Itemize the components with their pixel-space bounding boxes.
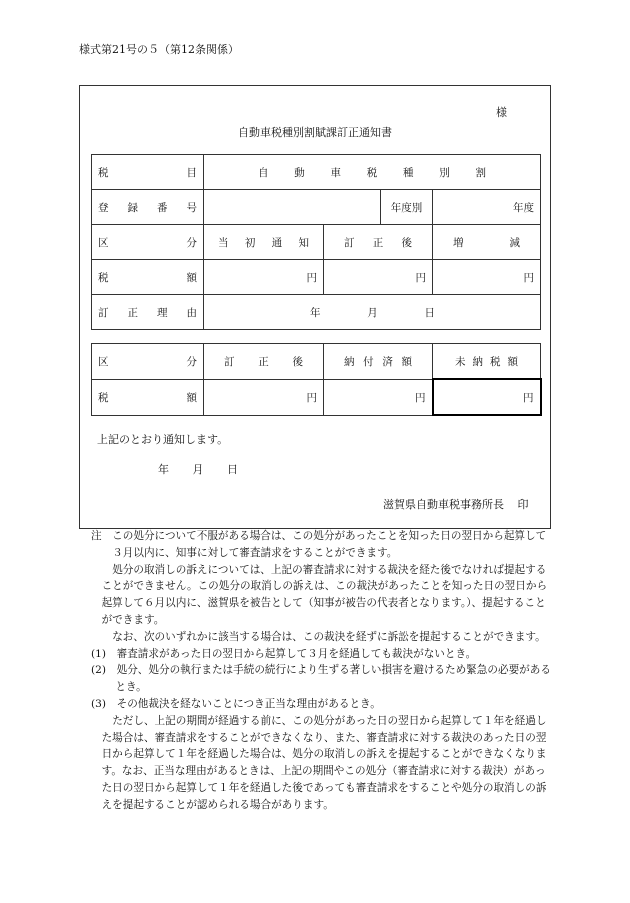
addressee-suffix: 様	[496, 106, 507, 119]
date-month-unit: 月	[367, 306, 378, 319]
notice-year-unit: 年	[158, 463, 169, 476]
correction-reason-label: 訂正理由	[92, 295, 204, 330]
note-paragraph: なお、次のいずれかに該当する場合は、この裁決を経ずに訴訟を提起することができます。	[112, 630, 546, 643]
tax-item-value: 自動車税種別割	[204, 155, 541, 190]
payment-table	[91, 343, 542, 416]
category-label: 区分	[92, 225, 204, 260]
corrected-header: 訂正後	[324, 225, 433, 260]
seal-mark: 印	[517, 498, 529, 511]
corrected-header: 訂正後	[204, 344, 324, 380]
note-item: (1) 審査請求があった日の翌日から起算して３月を経過しても裁決がないとき。	[91, 647, 477, 660]
unpaid-amount-header: 未納税額	[433, 344, 541, 380]
table-row	[92, 260, 541, 295]
appeal-notes	[91, 528, 553, 814]
date-year-unit: 年	[310, 306, 321, 319]
issuer-name: 滋賀県自動車税事務所長	[383, 498, 504, 511]
paid-amount-header: 納付済額	[324, 344, 433, 380]
table-row	[92, 190, 541, 225]
notice-day-unit: 日	[227, 463, 238, 476]
issuer-line	[383, 496, 529, 512]
notice-month-unit: 月	[192, 463, 204, 476]
note-paragraph: 処分の取消しの訴えについては、上記の審査請求に対する裁決を経た後でなければ提起することができません。この処分の取消しの訴えは、この裁決があったことを知った日の翌日から起算して６月以内に、滋賀県を被告として（知事が被告の代表者となります。）、提起することができます。	[101, 563, 548, 626]
tax-item-label: 税目	[92, 155, 204, 190]
registration-number-field[interactable]	[204, 190, 381, 225]
note-item: (3) その他裁決を経ないことにつき正当な理由があるとき。	[91, 697, 381, 710]
category-label: 区分	[92, 344, 204, 380]
initial-notice-header: 当初通知	[204, 225, 324, 260]
tax-amount-label: 税額	[92, 260, 204, 295]
date-day-unit: 日	[424, 306, 435, 319]
unpaid-amount-field[interactable]: 円	[433, 379, 541, 415]
initial-amount-field[interactable]: 円	[204, 260, 324, 295]
note-paragraph: ただし、上記の期間が経過する前に、この処分があった日の翌日から起算して１年を経過した場合は、審査請求をすることができなくなり、また、審査請求に対する裁決のあった日の翌日から起算して１年を経過した場合は、処分の取消しの訴えを提起することができなくなります。なお、正当な理由があるときは、上記の期間やこの処分（審査請求に対する裁決）があった日の翌日から起算して１年を経過した後であっても審査請求をすることや処分の取消しの訴えを提起することが認められる場合があります。	[101, 714, 547, 811]
note-item: (2) 処分、処分の執行または手続の続行により生ずる著しい損害を避けるため緊急の必要があるとき。	[91, 664, 551, 694]
change-header: 増減	[433, 225, 541, 260]
table-row	[92, 344, 541, 380]
paid-amount-field[interactable]: 円	[324, 379, 433, 415]
document-title: 自動車税種別割賦課訂正通知書	[238, 126, 392, 139]
correction-date-field[interactable]	[204, 295, 541, 330]
corrected-amount-field[interactable]: 円	[324, 260, 433, 295]
table-row	[92, 155, 541, 190]
tax-amount-label: 税額	[92, 379, 204, 415]
corrected-amount-field[interactable]: 円	[204, 379, 324, 415]
table-row	[92, 295, 541, 330]
form-number-label: 様式第21号の５（第12条関係）	[79, 43, 239, 56]
notice-date	[158, 461, 238, 477]
year-type-label: 年度別	[381, 190, 433, 225]
note-paragraph: 注 この処分について不服がある場合は、この処分があったことを知った日の翌日から起算して３月以内に、知事に対して審査請求をすることができます。	[91, 530, 547, 559]
fiscal-year-field[interactable]: 年度	[433, 190, 541, 225]
change-amount-field[interactable]: 円	[433, 260, 541, 295]
assessment-table	[91, 154, 541, 330]
table-row	[92, 225, 541, 260]
notice-text: 上記のとおり通知します。	[97, 433, 229, 446]
table-row	[92, 379, 541, 415]
registration-number-label: 登録番号	[92, 190, 204, 225]
